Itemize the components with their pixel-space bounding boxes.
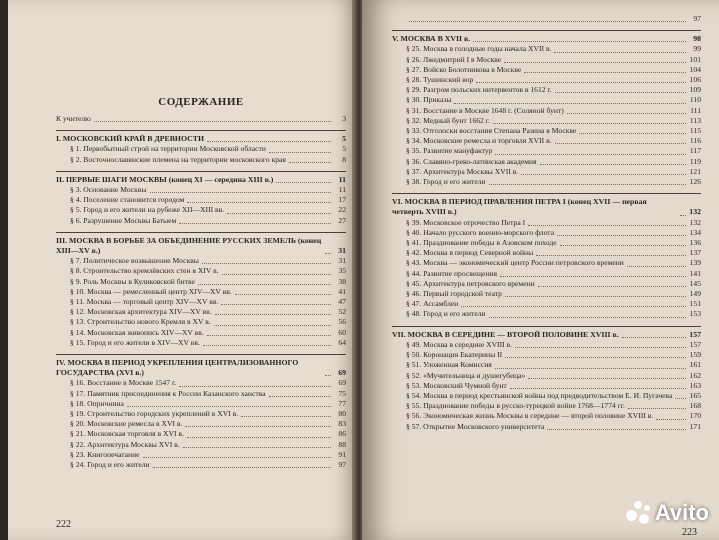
toc-entry-page: 115 — [689, 126, 701, 136]
toc-entry-title: § 22. Архитектура Москвы XVI в. — [70, 439, 180, 449]
toc-entry — [392, 391, 701, 401]
toc-entry-page: 97 — [338, 460, 346, 470]
dot-leader — [241, 416, 331, 417]
toc-entry-title: § 38. Город и его жители — [406, 177, 486, 187]
toc-entry-page: 111 — [690, 105, 701, 115]
toc-entry-title: § 48. Город и его жители — [406, 309, 486, 319]
toc-entry-title: § 46. Первый городской театр — [406, 289, 502, 299]
toc-entry-page: 104 — [689, 64, 701, 74]
toc-entry-title: § 56. Экономическая жизнь Москвы в середине — второй половине XVIII в. — [406, 411, 654, 421]
toc-entry-title: § 24. Город и его жители — [70, 460, 150, 470]
dot-leader — [500, 276, 686, 277]
toc-entry-page: 168 — [689, 401, 701, 411]
toc-entry-page: 119 — [689, 156, 701, 166]
toc-entry-title: § 21. Московская торговля в XVI в. — [70, 429, 184, 439]
toc-entry-title: § 42. Москва в период Северной войны — [406, 248, 534, 258]
toc-entry-page: 5 — [342, 134, 346, 144]
toc-entry — [392, 371, 701, 381]
toc-entry-title: § 40. Начало русского военно-морского флота — [406, 227, 555, 237]
dot-leader — [528, 225, 686, 226]
toc-entry-page: 31 — [338, 256, 346, 266]
toc-entry-page: 121 — [689, 166, 701, 176]
dot-leader — [524, 72, 686, 73]
toc-chapter — [56, 171, 346, 185]
dot-leader — [680, 215, 686, 216]
toc-entry — [392, 401, 701, 411]
toc-entry-page: 27 — [338, 215, 346, 225]
toc-entry-page: 101 — [689, 54, 701, 64]
dot-leader — [179, 386, 331, 387]
toc-entry-title: § 47. Ассамблеи — [406, 299, 459, 309]
toc-entry-page: 113 — [689, 115, 701, 125]
toc-entry — [392, 350, 701, 360]
toc-entry-page: 126 — [689, 177, 701, 187]
toc-entry — [56, 429, 346, 439]
dot-leader — [276, 182, 331, 183]
dot-leader — [185, 426, 331, 427]
toc-entry — [56, 277, 346, 287]
toc-entry-page: 8 — [342, 154, 346, 164]
toc-entry-page: 106 — [689, 75, 701, 85]
toc-entry-page: 162 — [689, 370, 701, 380]
toc-entry-page: 163 — [689, 380, 701, 390]
toc-entry — [392, 258, 701, 268]
toc-entry — [392, 248, 701, 258]
toc-entry — [392, 279, 701, 289]
toc-entry-page: 77 — [338, 398, 346, 408]
toc-entry-page: 75 — [338, 388, 346, 398]
toc-entry-title: § 2. Восточнославянские племена на территории московского края — [70, 154, 286, 164]
toc-entry-title: § 27. Войско Болотникова в Москве — [406, 64, 522, 74]
toc-entry-title: § 33. Отголоски восстания Степана Разина в Москве — [406, 126, 577, 136]
toc-entry-title: § 31. Восстание в Москве 1648 г. (Соляной бунт) — [406, 105, 564, 115]
toc-entry — [56, 195, 346, 205]
toc-entry-title: § 7. Политическое возвышение Москвы — [70, 256, 199, 266]
toc-entry-title: § 55. Празднование победы в русско-турецкой войне 1768—1774 гг. — [406, 401, 625, 411]
toc-entry-title: § 23. Книгопечатание — [70, 449, 140, 459]
toc-entry — [392, 116, 701, 126]
toc-entry — [392, 340, 701, 350]
toc-entry-title: § 15. Город и его жители в XIV—XV вв. — [70, 337, 200, 347]
toc-entry — [56, 328, 346, 338]
toc-entry — [56, 440, 346, 450]
toc-entry — [56, 205, 346, 215]
dot-leader — [579, 133, 686, 134]
dot-leader — [150, 192, 331, 193]
toc-entry-title: § 45. Архитектура петровского времени — [406, 278, 535, 288]
toc-chapter — [56, 354, 346, 378]
toc-entry-page: 109 — [689, 85, 701, 95]
dot-leader — [473, 41, 686, 42]
toc-entry — [392, 177, 701, 187]
toc-entry — [392, 228, 701, 238]
toc-entry — [392, 95, 701, 105]
toc-entry-page: 153 — [689, 309, 701, 319]
dot-leader — [536, 255, 686, 256]
toc-entry — [56, 460, 346, 470]
left-page — [8, 0, 360, 540]
toc-entry — [56, 144, 346, 154]
toc-entry-title: § 9. Роль Москвы в Куликовской битве — [70, 276, 195, 286]
toc-entry-title: § 37. Архитектура Москвы XVII в. — [406, 166, 519, 176]
toc-entry — [56, 378, 346, 388]
toc-entry-title: § 50. Коронация Екатерины II — [406, 350, 503, 360]
dot-leader — [627, 266, 686, 267]
toc-entry-title: § 51. Уложенная Комиссия — [406, 360, 492, 370]
toc-entry-title: § 44. Развитие просвещения — [406, 268, 497, 278]
toc-entry-title: § 6. Разрушение Москвы Батыем — [70, 215, 177, 225]
toc-entry-title: § 10. Москва — ремесленный центр XIV—XV вв. — [70, 286, 232, 296]
toc-entry — [56, 256, 346, 266]
toc-entry-page: 151 — [689, 299, 701, 309]
dot-leader — [94, 121, 331, 122]
dot-leader — [656, 419, 686, 420]
toc-entry-page: 11 — [338, 185, 346, 195]
toc-entry-title: VI. МОСКВА В ПЕРИОД ПРАВЛЕНИЯ ПЕТРА I (конец XVII — первая четверть XVIII в.) — [392, 197, 647, 217]
dot-leader — [505, 296, 686, 297]
dot-leader — [540, 164, 686, 165]
toc-entry-title: § 20. Московские ремесла в XVI в. — [70, 419, 183, 429]
dot-leader — [198, 284, 331, 285]
dot-leader — [555, 92, 686, 93]
toc-entry — [392, 157, 701, 167]
toc-entry-title: II. ПЕРВЫЕ ШАГИ МОСКВЫ (конец XI — середина XIII в.) — [56, 174, 274, 184]
toc-entry — [392, 106, 701, 116]
toc-entry-title: V. МОСКВА В XVII в. — [392, 34, 471, 44]
dot-leader — [493, 123, 686, 124]
toc-entry-title: § 17. Памятник присоединения к России Казанского ханства — [70, 388, 266, 398]
toc-entry-title: § 35. Развитие мануфактур — [406, 146, 493, 156]
toc-entry — [56, 338, 346, 348]
toc-chapter — [392, 326, 701, 340]
toc-entry — [56, 317, 346, 327]
toc-entry-page: 99 — [693, 44, 701, 54]
toc-entry — [392, 360, 701, 370]
toc-entry-title: § 19. Строительство городских укреплений в XVI в. — [70, 409, 239, 419]
dot-leader — [153, 467, 331, 468]
toc-entry — [56, 216, 346, 226]
dot-leader — [454, 103, 686, 104]
dot-leader — [628, 408, 686, 409]
avito-logo-icon — [625, 500, 651, 526]
right-page — [362, 0, 719, 540]
dot-leader — [461, 306, 686, 307]
toc-entry-title: VII. МОСКВА В СЕРЕДИНЕ — ВТОРОЙ ПОЛОВИНЕ XVIII в. — [392, 329, 619, 339]
toc-entry-title: § 16. Восстание в Москве 1547 г. — [70, 378, 177, 388]
toc-entry-page: 149 — [689, 289, 701, 299]
toc-entry — [392, 146, 701, 156]
toc-entry-title: § 12. Московская архитектура XIV—XV вв. — [70, 307, 212, 317]
toc-entry-title: § 54. Москва в период крестьянской войны под предводительством Е. И. Пугачева — [406, 390, 673, 400]
toc-entry — [56, 297, 346, 307]
toc-entry-page: 159 — [689, 350, 701, 360]
toc-entry — [392, 167, 701, 177]
toc-entry-title: IV. МОСКВА В ПЕРИОД УКРЕПЛЕНИЯ ЦЕНТРАЛИЗОВАННОГО ГОСУДАРСТВА (XVI в.) — [56, 358, 299, 378]
toc-entry — [392, 269, 701, 279]
dot-leader — [528, 378, 686, 379]
dot-leader — [495, 154, 686, 155]
toc-entry-page: 170 — [689, 411, 701, 421]
dot-leader — [476, 82, 686, 83]
toc-chapter — [392, 30, 701, 44]
toc-entry-page: 35 — [338, 266, 346, 276]
toc-entry — [392, 218, 701, 228]
dot-leader — [409, 21, 686, 22]
toc-entry-title: § 49. Москва в середине XVIII в. — [406, 339, 513, 349]
toc-entry-title: § 36. Славяно-греко-латинская академия — [406, 156, 537, 166]
toc-entry-title: § 4. Поселение становится городом — [70, 195, 185, 205]
dot-leader — [504, 62, 686, 63]
toc-entry — [392, 14, 701, 24]
dot-leader — [203, 345, 331, 346]
toc-entry — [56, 287, 346, 297]
toc-entry-title: § 32. Медный бунт 1662 г. — [406, 115, 490, 125]
dot-leader — [179, 223, 331, 224]
toc-entry-title: § 52. «Мучительница и душегубица» — [406, 370, 526, 380]
dot-leader — [214, 325, 331, 326]
toc-entry-page: 157 — [689, 329, 701, 339]
toc-entry — [392, 422, 701, 432]
toc-entry — [392, 85, 701, 95]
toc-entry-page: 31 — [338, 246, 346, 256]
toc-entry — [56, 399, 346, 409]
toc-entry-title: § 3. Основание Москвы — [70, 185, 147, 195]
toc-entry-title: § 25. Москва в голодные годы начала XVII в. — [406, 44, 552, 54]
dot-leader — [289, 162, 331, 163]
toc-entry-page: 3 — [342, 114, 346, 123]
dot-leader — [560, 245, 686, 246]
toc-entry — [392, 126, 701, 136]
toc-entry-title: § 29. Разгром польских интервентов в 1612 г. — [406, 85, 552, 95]
dot-leader — [221, 304, 331, 305]
dot-leader — [557, 235, 686, 236]
toc-entry — [392, 381, 701, 391]
dot-leader — [127, 406, 331, 407]
dot-leader — [567, 113, 686, 114]
dot-leader — [675, 398, 686, 399]
toc-entry-page: 5 — [342, 144, 346, 154]
dot-leader — [515, 347, 686, 348]
toc-entry-page: 157 — [689, 339, 701, 349]
toc-entry-page: 56 — [338, 317, 346, 327]
dot-leader — [202, 263, 331, 264]
toc-entry — [56, 419, 346, 429]
toc-entry-page: 134 — [689, 227, 701, 237]
toc-entry — [392, 136, 701, 146]
dot-leader — [521, 174, 686, 175]
dot-leader — [215, 314, 331, 315]
toc-entry — [392, 44, 701, 54]
page-number-left: 222 — [56, 519, 71, 530]
toc-entry — [56, 266, 346, 276]
dot-leader — [207, 141, 331, 142]
dot-leader — [547, 429, 686, 430]
toc-entry-page: 165 — [689, 390, 701, 400]
toc-entry-title: § 5. Город и его жители на рубеже XII—XIII вв. — [70, 205, 225, 215]
dot-leader — [269, 152, 331, 153]
avito-logo-text: Avito — [654, 500, 709, 525]
dot-leader — [622, 337, 686, 338]
toc-entry-page: 136 — [689, 238, 701, 248]
toc-entry — [56, 155, 346, 165]
dot-leader — [207, 335, 331, 336]
toc-entry-page: 11 — [338, 174, 346, 184]
toc-entry-page: 91 — [338, 449, 346, 459]
toc-entry — [56, 114, 346, 124]
toc-entry — [392, 299, 701, 309]
toc-entry-title: § 41. Празднование победы в Азовском походе — [406, 238, 557, 248]
toc-entry-page: 139 — [689, 258, 701, 268]
toc-entry-page: 80 — [338, 409, 346, 419]
toc-entry-title: § 8. Строительство кремлёвских стен в XIV в. — [70, 266, 219, 276]
toc-entry-title: § 18. Опричнина — [70, 398, 124, 408]
toc-entry — [56, 450, 346, 460]
toc-entry — [56, 185, 346, 195]
toc-entry-page: 137 — [689, 248, 701, 258]
page-number-right: 223 — [682, 527, 697, 538]
toc-entry-page: 60 — [338, 327, 346, 337]
toc-entry-title: § 53. Московский Чумной бунт — [406, 380, 507, 390]
toc-entry-title: § 43. Москва — экономический центр России петровского времени — [406, 258, 624, 268]
toc-entry-title: § 26. Лжедмитрий I в Москве — [406, 54, 502, 64]
toc-entry — [56, 307, 346, 317]
dot-leader — [489, 317, 686, 318]
dot-leader — [538, 286, 686, 287]
toc-entry-page: 132 — [689, 207, 701, 217]
toc-entry-page: 141 — [689, 268, 701, 278]
dot-leader — [227, 213, 331, 214]
dot-leader — [235, 294, 331, 295]
dot-leader — [269, 396, 331, 397]
dot-leader — [510, 388, 686, 389]
toc-entry-title: III. МОСКВА В БОРЬБЕ ЗА ОБЪЕДИНЕНИЕ РУССКИХ ЗЕМЕЛЬ (конец XIII—XV в.) — [56, 235, 322, 256]
dot-leader — [187, 202, 331, 203]
toc-entry-page: 117 — [689, 146, 701, 156]
toc-chapter — [56, 130, 346, 144]
toc-entry — [392, 75, 701, 85]
toc-entry-page: 145 — [689, 278, 701, 288]
toc-entry-page: 41 — [338, 286, 346, 296]
toc-entry-page: 64 — [338, 337, 346, 347]
toc-title: СОДЕРЖАНИЕ — [158, 96, 244, 108]
toc-entry-page: 69 — [338, 368, 346, 378]
dot-leader — [183, 447, 331, 448]
toc-entry-title: § 34. Московские ремесла и торговля XVII в. — [406, 136, 552, 146]
avito-watermark — [625, 500, 709, 526]
toc-entry-page: 38 — [338, 276, 346, 286]
toc-chapter — [392, 193, 701, 217]
toc-list-right — [392, 14, 701, 432]
toc-entry-title: § 14. Московская живопись XIV—XV вв. — [70, 327, 204, 337]
toc-entry — [56, 409, 346, 419]
dot-leader — [143, 457, 331, 458]
dot-leader — [325, 375, 331, 376]
toc-entry-page: 97 — [693, 14, 701, 23]
toc-entry-page: 52 — [338, 307, 346, 317]
toc-entry — [392, 65, 701, 75]
toc-entry-page: 110 — [689, 95, 701, 105]
toc-entry-title: § 57. Открытие Московского университета — [406, 421, 545, 431]
toc-entry-page: 47 — [338, 297, 346, 307]
toc-entry-page: 17 — [338, 195, 346, 205]
dot-leader — [555, 143, 686, 144]
toc-list-left — [56, 114, 346, 470]
toc-entry — [392, 289, 701, 299]
toc-entry-title: § 1. Первобытный строй на территории Московской области — [70, 144, 266, 154]
toc-entry — [392, 411, 701, 421]
toc-entry-page: 132 — [689, 217, 701, 227]
dot-leader — [222, 274, 331, 275]
toc-entry — [392, 55, 701, 65]
toc-entry-title: К учителю — [56, 114, 91, 123]
dot-leader — [489, 184, 686, 185]
dot-leader — [505, 357, 686, 358]
toc-entry-page: 22 — [338, 205, 346, 215]
toc-entry-title: § 28. Тушинский вор — [406, 75, 474, 85]
toc-entry-title: § 11. Москва — торговый центр XIV—XV вв. — [70, 297, 219, 307]
toc-entry-page: 69 — [338, 378, 346, 388]
toc-entry — [392, 238, 701, 248]
toc-entry-title: § 30. Приказы — [406, 95, 452, 105]
toc-entry-page: 161 — [689, 360, 701, 370]
dot-leader — [554, 52, 686, 53]
toc-entry-page: 88 — [338, 439, 346, 449]
toc-entry-title: § 13. Строительство нового Кремля в XV в. — [70, 317, 211, 327]
toc-entry-title: I. МОСКОВСКИЙ КРАЙ В ДРЕВНОСТИ — [56, 134, 205, 144]
toc-entry — [56, 389, 346, 399]
toc-entry-page: 83 — [338, 419, 346, 429]
dot-leader — [495, 368, 686, 369]
toc-entry-page: 171 — [689, 421, 701, 431]
toc-entry — [392, 309, 701, 319]
dot-leader — [325, 253, 331, 254]
toc-entry-title: § 39. Московское отрочество Петра I — [406, 217, 526, 227]
toc-chapter — [56, 232, 346, 256]
toc-entry-page: 116 — [689, 136, 701, 146]
toc-entry-page: 98 — [693, 34, 701, 44]
toc-entry-page: 86 — [338, 429, 346, 439]
dot-leader — [187, 437, 331, 438]
